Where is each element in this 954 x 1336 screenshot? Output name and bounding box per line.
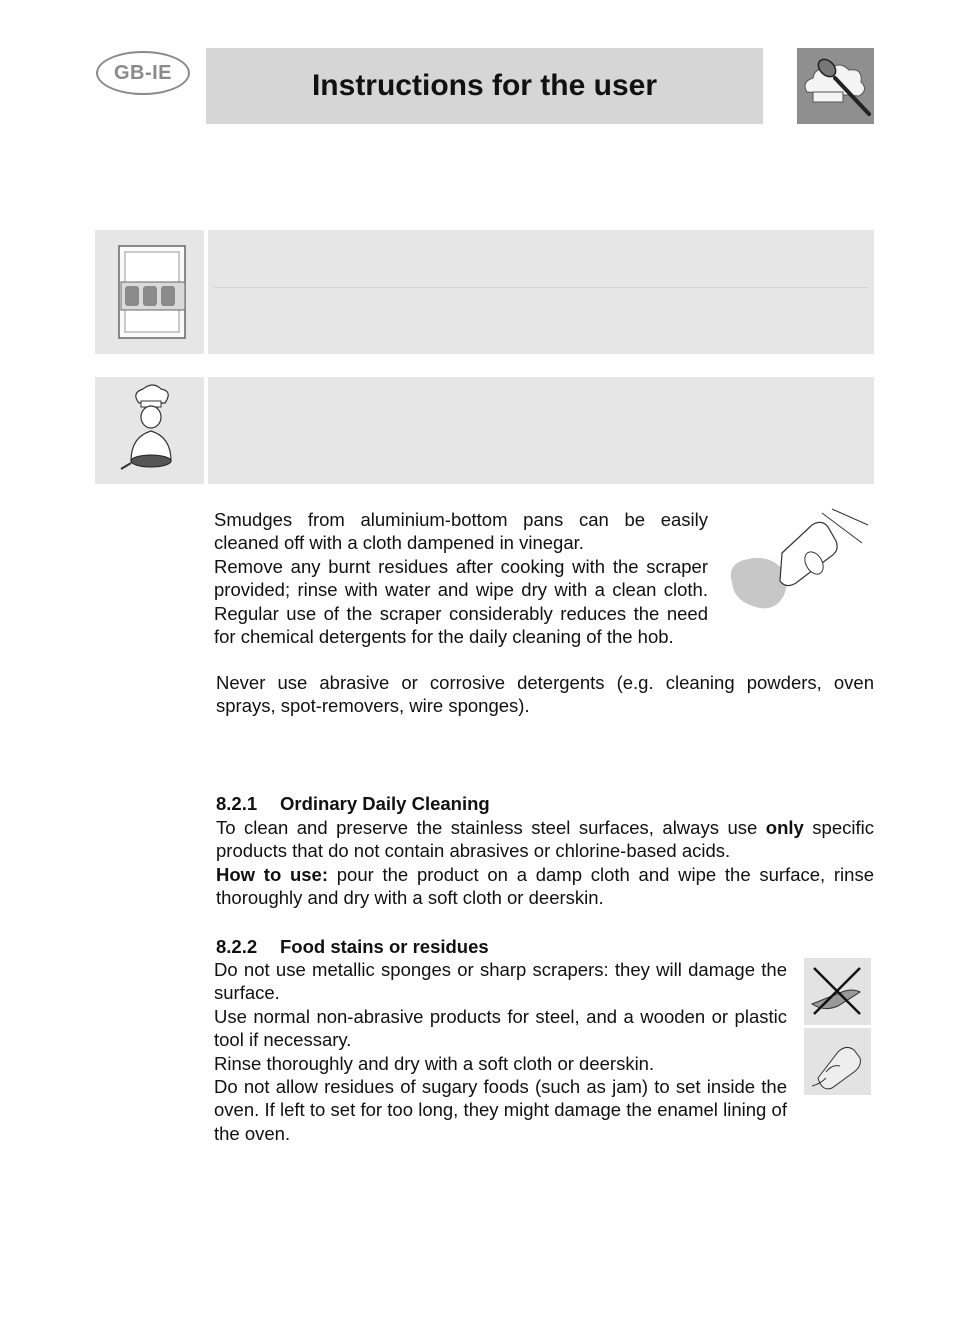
section-822-paragraph-4: Do not allow residues of sugary foods (such as jam) to set inside the oven. If left to set for too long, they might damage the enamel lining of the oven. xyxy=(214,1076,787,1144)
section-822-paragraph-2: Use normal non-abrasive products for steel, and a wooden or plastic tool if necessary. xyxy=(214,1005,787,1051)
cook-panel-text-area xyxy=(208,377,874,484)
section-822-number: 8.2.2 xyxy=(216,936,258,957)
no-knife-scraper-icon xyxy=(804,958,871,1025)
panel-divider xyxy=(214,287,868,288)
section-822-title: Food stains or residues xyxy=(280,936,489,957)
section-821-number: 8.2.1 xyxy=(216,793,258,814)
oven-panel-text-area xyxy=(208,230,874,354)
section-821-paragraph-2 xyxy=(216,863,874,910)
intro-paragraph-1: Smudges from aluminium-bottom pans can be easily cleaned off with a cloth dampened in vinegar. xyxy=(214,509,708,554)
hand-wiping-cloth-icon xyxy=(804,1028,871,1095)
section-822-body xyxy=(214,958,787,1145)
intro-paragraph-3: Never use abrasive or corrosive detergents (e.g. cleaning powders, oven sprays, spot-removers, wire sponges). xyxy=(216,672,874,717)
oven-panel-icon-box xyxy=(95,230,204,354)
how-to-use-text: pour the product on a damp cloth and wipe the surface, rinse thoroughly and dry with a soft cloth or deerskin. xyxy=(216,863,874,909)
page-title-bar xyxy=(206,48,763,124)
oven-controls-icon xyxy=(95,230,204,354)
page-title: Instructions for the user xyxy=(311,69,658,102)
section-822-paragraph-3: Rinse thoroughly and dry with a soft cloth or deerskin. xyxy=(214,1052,655,1074)
region-badge xyxy=(96,51,190,95)
cook-with-pan-icon xyxy=(95,377,204,484)
intro-warning xyxy=(216,671,874,718)
cook-panel-icon-box xyxy=(95,377,204,484)
section-821-body xyxy=(216,816,874,910)
section-821-text-a: To clean and preserve the stainless steel surfaces, always use xyxy=(216,817,766,838)
region-badge-label: GB-IE xyxy=(113,61,173,84)
section-821-heading xyxy=(216,792,490,815)
section-822-heading xyxy=(216,935,489,958)
section-821-title: Ordinary Daily Cleaning xyxy=(280,793,490,814)
section-821-paragraph-1 xyxy=(216,816,874,863)
section-821-text-b: specific products that do not contain abrasives or chlorine-based acids. xyxy=(216,817,874,862)
hand-scraper-cleaning-icon xyxy=(722,503,872,615)
section-821-emphasis: only xyxy=(765,817,804,838)
how-to-use-label: How to use: xyxy=(216,863,329,885)
section-822-paragraph-1: Do not use metallic sponges or sharp scrapers: they will damage the surface. xyxy=(214,959,787,1004)
intro-paragraph-2: Remove any burnt residues after cooking with the scraper provided; rinse with water and wipe dry with a clean cloth. Regular use of the scraper considerably reduces the need for chemical detergents for the daily cleaning of the hob. xyxy=(214,555,708,648)
intro-text xyxy=(214,508,708,648)
chef-hat-spoon-icon xyxy=(797,48,874,124)
